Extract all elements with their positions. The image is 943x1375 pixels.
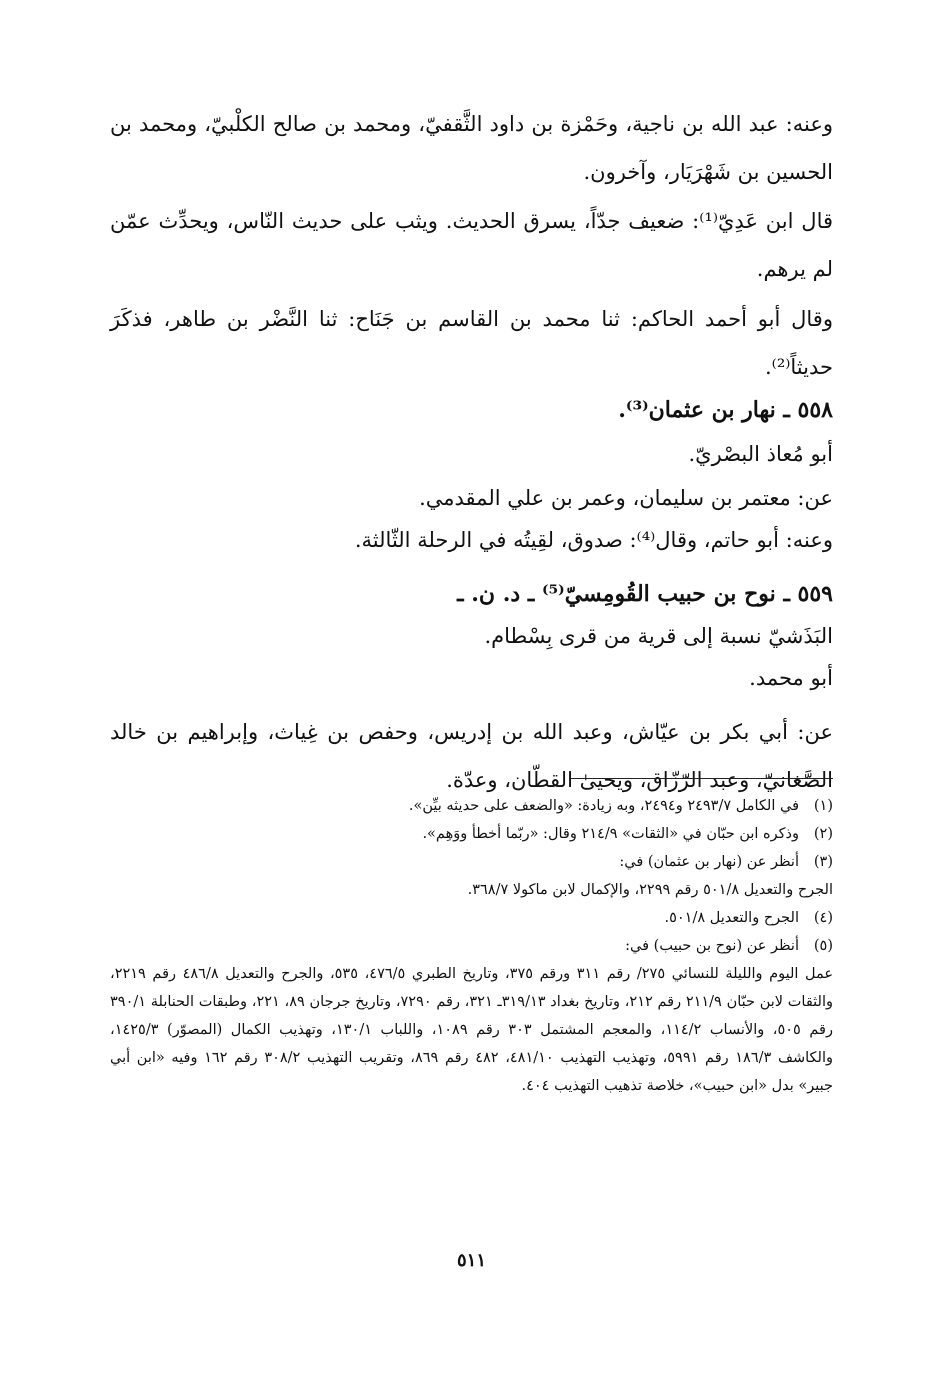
footnote-2 bbox=[110, 820, 833, 848]
footnote-number: (٥) bbox=[813, 938, 833, 954]
entry-559-kunya: أبو محمد. bbox=[749, 666, 833, 690]
footnote-1 bbox=[110, 792, 833, 820]
footnote-text: الجرح والتعديل ٥٠١/٨. bbox=[664, 910, 799, 926]
paragraph-narrators-from: وعنه: عبد الله بن ناجية، وحَمْزة بن داود الثَّقفيّ، ومحمد بن صالح الكلْبيّ، ومحمد بن الحسين بن شَهْرَيَار، وآخرون. bbox=[110, 112, 833, 184]
footnote-5 bbox=[110, 932, 833, 960]
footnote-text: وذكره ابن حبّان في «الثقات» ٢١٤/٩ وقال: «ربّما أخطأ ووَهِم». bbox=[422, 826, 799, 842]
footnote-3 bbox=[110, 848, 833, 876]
footnote-number: (٤) bbox=[813, 910, 833, 926]
entry-559-heading: ٥٥٩ ـ نوح بن حبيب القُومِسيّ⁽⁵⁾ ـ د. ن. ـ bbox=[457, 581, 833, 607]
footnote-4 bbox=[110, 904, 833, 932]
footnote-separator bbox=[571, 778, 833, 779]
footnote-number: (٢) bbox=[813, 826, 833, 842]
footnote-number: (٣) bbox=[813, 854, 833, 870]
footnote-5-sources: عمل اليوم والليلة للنسائي ٢٧٥/ رقم ٣١١ ورقم ٣٧٥، وتاريخ الطبري ٤٧٦/٥، ٥٣٥، والجرح والتعديل ٤٨٦/٨ رقم ٢٢١٩، والثقات لابن حبّان ٢١١/٩ رقم ٢١٢، وتاريخ بغداد ٣١٩/١٣ـ ٣٢١، رقم ٧٢٩٠، وتاريخ جرجان ٨٩، ٢٢١، وطبقات الحنابلة ٣٩٠/١ رقم ٥٠٥، والأنساب ١١٤/٢، والمعجم المشتمل ٣٠٣ رقم ١٠٨٩، واللباب ١٣٠/١، وتهذيب الكمال (المصوّر) ١٤٢٥/٣، والكاشف ١٨٦/٣ رقم ٥٩٩١، وتهذيب التهذيب ٤٨١/١٠، ٤٨٢ رقم ٨٦٩، وتقريب التهذيب ٣٠٨/٢ رقم ١٦٢ وفيه «ابن أبي جبير» بدل «ابن حبيب»، خلاصة تذهيب التهذيب ٤٠٤. bbox=[110, 966, 834, 1094]
entry-558-kunya: أبو مُعاذ البصْريّ. bbox=[688, 442, 833, 466]
page-number: ٥١١ bbox=[456, 1250, 486, 1271]
footnote-text: في الكامل ٢٤٩٣/٧ و٢٤٩٤، وبه زيادة: «والضعف على حديثه بيِّن». bbox=[408, 798, 799, 814]
footnote-number: (١) bbox=[813, 798, 833, 814]
paragraph-ibn-adi-assessment: قال ابن عَدِيّ⁽¹⁾: ضعيف جدّاً، يسرق الحديث. ويثب على حديث النّاس، ويحدِّث عمّن لم يرهم. bbox=[110, 209, 834, 281]
footnote-3-continuation: الجرح والتعديل ٥٠١/٨ رقم ٢٢٩٩، والإكمال لابن ماكولا ٣٦٨/٧. bbox=[467, 882, 833, 898]
paragraph-abu-ahmad-hakim: وقال أبو أحمد الحاكم: ثنا محمد بن القاسم بن جَنَاح: ثنا النَّضْر بن طاهر، فذكَرَ حديثاً⁽²⁾. bbox=[110, 307, 833, 379]
entry-559-from: عن: أبي بكر بن عيّاش، وعبد الله بن إدريس، وحفص بن غِياث، وإبراهيم بن خالد الصَّغانيّ، وعبد الرّزّاق، ويحيىٰ القطّان، وعدّة. bbox=[110, 720, 833, 792]
entry-558-to: وعنه: أبو حاتم، وقال⁽⁴⁾: صدوق، لقِيتُه في الرحلة الثّالثة. bbox=[354, 528, 833, 552]
footnotes bbox=[110, 792, 833, 1100]
footnote-text: أنظر عن (نهار بن عثمان) في: bbox=[619, 854, 799, 870]
entry-558-from: عن: معتمر بن سليمان، وعمر بن علي المقدمي. bbox=[419, 486, 833, 510]
entry-559-nisba: البَذَشيّ نسبة إلى قرية من قرى بِسْطام. bbox=[484, 624, 833, 648]
entry-558-heading: ٥٥٨ ـ نهار بن عثمان⁽³⁾. bbox=[618, 397, 833, 423]
footnote-text: أنظر عن (نوح بن حبيب) في: bbox=[625, 938, 799, 954]
